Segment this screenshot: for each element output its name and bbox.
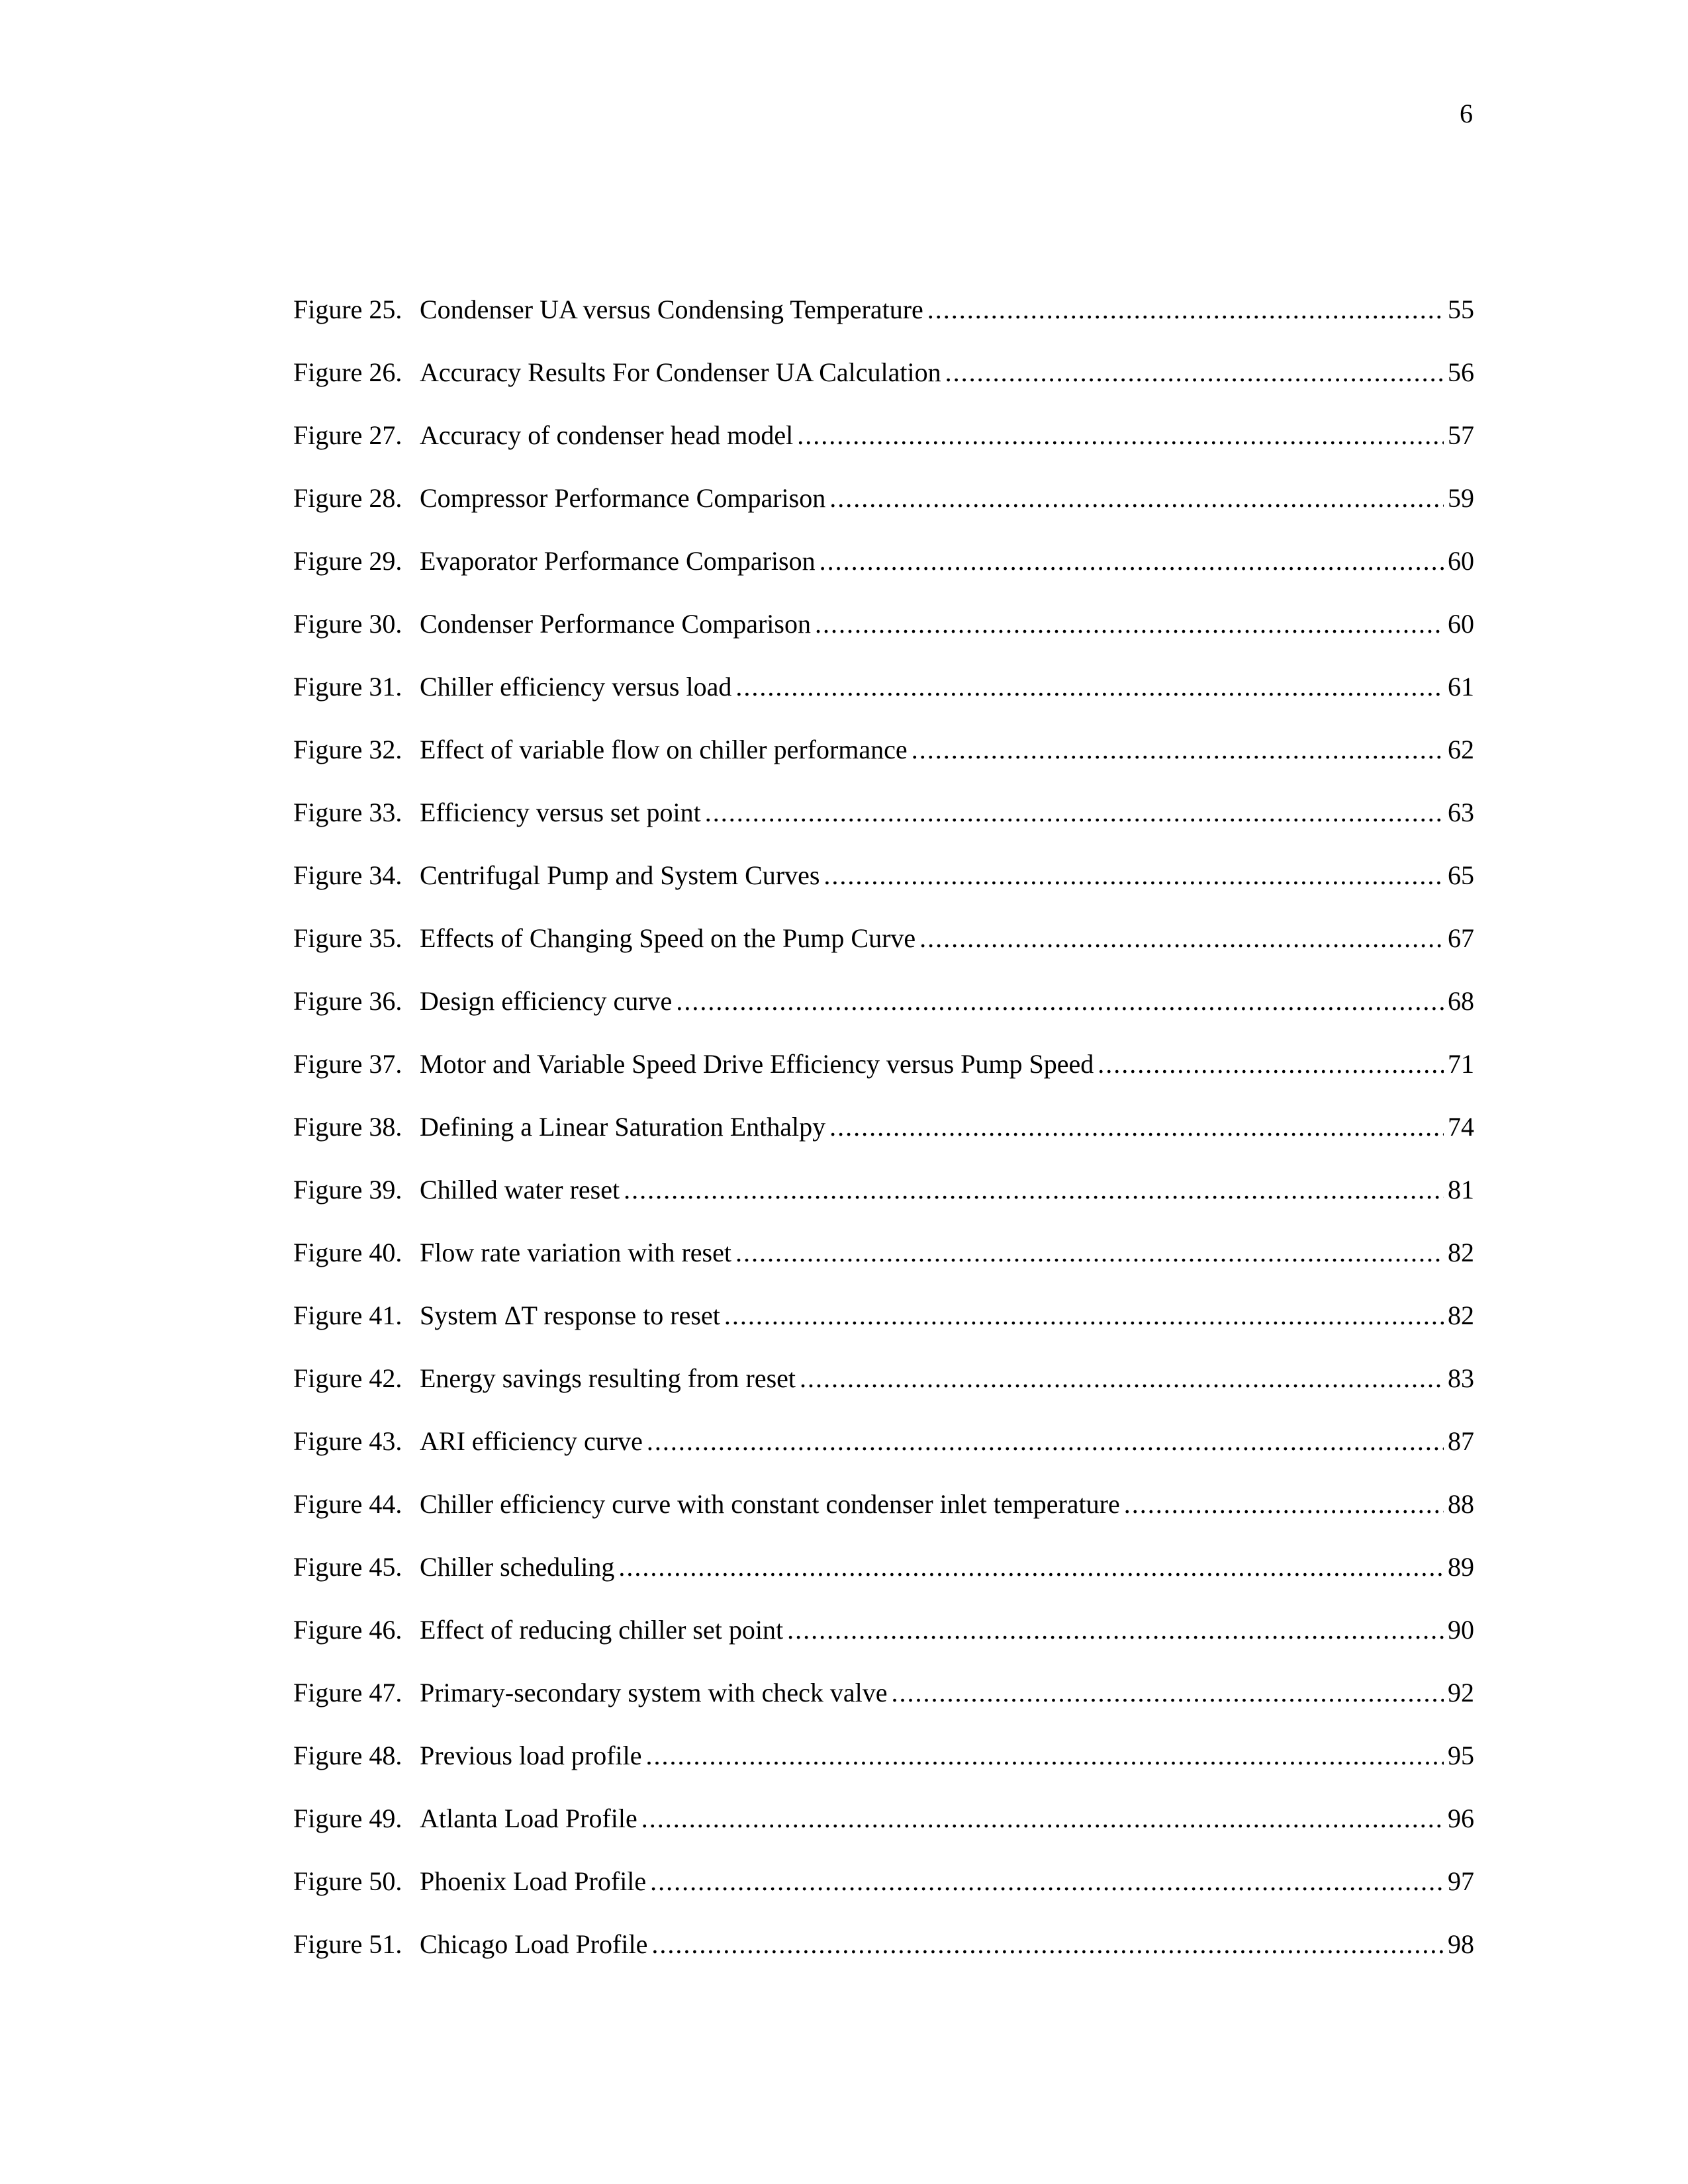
dot-leader	[919, 923, 1444, 954]
list-item[interactable]	[293, 797, 1474, 860]
list-item[interactable]	[293, 1300, 1474, 1363]
figure-label: Figure 30.	[293, 609, 402, 639]
figure-page: 83	[1448, 1363, 1474, 1393]
figure-label: Figure 32.	[293, 735, 402, 764]
figure-label: Figure 33.	[293, 797, 402, 827]
figure-title: Design efficiency curve	[420, 986, 673, 1016]
dot-leader	[912, 734, 1444, 766]
dot-leader	[1124, 1488, 1444, 1520]
figure-page: 68	[1448, 986, 1474, 1016]
list-item[interactable]	[293, 923, 1474, 985]
dot-leader	[829, 1111, 1444, 1143]
dot-leader	[823, 860, 1444, 891]
figure-title: Chilled water reset	[420, 1175, 620, 1205]
figure-label: Figure 50.	[293, 1866, 402, 1896]
dot-leader	[820, 545, 1444, 577]
figure-page: 71	[1448, 1049, 1474, 1079]
figure-title: Effect of variable flow on chiller performance	[420, 735, 908, 764]
figure-label: Figure 39.	[293, 1175, 402, 1205]
figure-title: Primary-secondary system with check valve	[420, 1678, 888, 1707]
figure-label: Figure 36.	[293, 986, 402, 1016]
figure-title: Flow rate variation with reset	[420, 1238, 731, 1267]
figure-label: Figure 40.	[293, 1238, 402, 1267]
page-number: 6	[1460, 99, 1473, 128]
dot-leader	[676, 985, 1444, 1017]
dot-leader	[735, 671, 1444, 703]
figure-title: Atlanta Load Profile	[420, 1803, 637, 1833]
list-item[interactable]	[293, 482, 1474, 545]
list-item[interactable]	[293, 1488, 1474, 1551]
figure-label: Figure 26.	[293, 357, 402, 387]
dot-leader	[815, 608, 1444, 640]
list-item[interactable]	[293, 1803, 1474, 1866]
figure-page: 90	[1448, 1615, 1474, 1645]
list-item[interactable]	[293, 1111, 1474, 1174]
figure-label: Figure 28.	[293, 483, 402, 513]
figure-page: 92	[1448, 1678, 1474, 1707]
figure-page: 65	[1448, 860, 1474, 890]
list-item[interactable]	[293, 294, 1474, 357]
figure-title: System ΔT response to reset	[420, 1300, 720, 1330]
list-item[interactable]	[293, 1551, 1474, 1614]
list-item[interactable]	[293, 1237, 1474, 1300]
list-item[interactable]	[293, 1929, 1474, 1991]
figure-label: Figure 25.	[293, 295, 402, 324]
figure-page: 88	[1448, 1489, 1474, 1519]
list-item[interactable]	[293, 985, 1474, 1048]
figure-title: Compressor Performance Comparison	[420, 483, 826, 513]
figure-label: Figure 29.	[293, 546, 402, 576]
list-item[interactable]	[293, 1363, 1474, 1426]
dot-leader	[735, 1237, 1444, 1269]
figure-label: Figure 31.	[293, 672, 402, 702]
figure-label: Figure 37.	[293, 1049, 402, 1079]
figure-label: Figure 43.	[293, 1426, 402, 1456]
list-item[interactable]	[293, 1740, 1474, 1803]
figure-page: 61	[1448, 672, 1474, 702]
dot-leader	[618, 1551, 1444, 1583]
figure-page: 60	[1448, 546, 1474, 576]
figure-page: 89	[1448, 1552, 1474, 1582]
list-of-figures	[293, 294, 1474, 1991]
figure-page: 98	[1448, 1929, 1474, 1959]
figure-title: Chiller efficiency versus load	[420, 672, 732, 702]
list-item[interactable]	[293, 1866, 1474, 1929]
figure-label: Figure 46.	[293, 1615, 402, 1645]
dot-leader	[646, 1740, 1444, 1772]
figure-label: Figure 45.	[293, 1552, 402, 1582]
figure-page: 59	[1448, 483, 1474, 513]
figure-title: Evaporator Performance Comparison	[420, 546, 816, 576]
list-item[interactable]	[293, 1426, 1474, 1488]
dot-leader	[891, 1677, 1444, 1709]
dot-leader	[797, 420, 1444, 451]
figure-label: Figure 51.	[293, 1929, 402, 1959]
figure-page: 57	[1448, 420, 1474, 450]
figure-title: Previous load profile	[420, 1741, 642, 1770]
figure-label: Figure 44.	[293, 1489, 402, 1519]
figure-title: Centrifugal Pump and System Curves	[420, 860, 820, 890]
dot-leader	[641, 1803, 1444, 1835]
list-item[interactable]	[293, 545, 1474, 608]
figure-label: Figure 27.	[293, 420, 402, 450]
list-item[interactable]	[293, 357, 1474, 420]
figure-title: ARI efficiency curve	[420, 1426, 643, 1456]
figure-title: Motor and Variable Speed Drive Efficiency versus Pump Speed	[420, 1049, 1094, 1079]
figure-label: Figure 38.	[293, 1112, 402, 1142]
figure-title: Chiller scheduling	[420, 1552, 615, 1582]
figure-page: 96	[1448, 1803, 1474, 1833]
figure-page: 55	[1448, 295, 1474, 324]
figure-title: Effect of reducing chiller set point	[420, 1615, 784, 1645]
dot-leader	[724, 1300, 1444, 1332]
dot-leader	[650, 1866, 1444, 1897]
dot-leader	[705, 797, 1444, 829]
figure-title: Effects of Changing Speed on the Pump Curve	[420, 923, 916, 953]
figure-page: 95	[1448, 1741, 1474, 1770]
figure-title: Efficiency versus set point	[420, 797, 701, 827]
figure-label: Figure 34.	[293, 860, 402, 890]
figure-label: Figure 42.	[293, 1363, 402, 1393]
list-item[interactable]	[293, 671, 1474, 734]
figure-page: 81	[1448, 1175, 1474, 1205]
list-item[interactable]	[293, 608, 1474, 671]
list-item[interactable]	[293, 1677, 1474, 1740]
figure-page: 67	[1448, 923, 1474, 953]
figure-page: 56	[1448, 357, 1474, 387]
figure-title: Energy savings resulting from reset	[420, 1363, 796, 1393]
figure-title: Condenser Performance Comparison	[420, 609, 811, 639]
figure-page: 82	[1448, 1238, 1474, 1267]
figure-label: Figure 41.	[293, 1300, 402, 1330]
dot-leader	[647, 1426, 1444, 1457]
figure-page: 82	[1448, 1300, 1474, 1330]
figure-label: Figure 35.	[293, 923, 402, 953]
figure-page: 63	[1448, 797, 1474, 827]
figure-page: 60	[1448, 609, 1474, 639]
figure-title: Accuracy of condenser head model	[420, 420, 794, 450]
figure-title: Accuracy Results For Condenser UA Calculation	[420, 357, 941, 387]
list-item[interactable]	[293, 1174, 1474, 1237]
figure-label: Figure 48.	[293, 1741, 402, 1770]
dot-leader	[787, 1614, 1444, 1646]
dot-leader	[829, 482, 1444, 514]
figure-page: 87	[1448, 1426, 1474, 1456]
figure-title: Phoenix Load Profile	[420, 1866, 647, 1896]
dot-leader	[651, 1929, 1444, 1960]
list-item[interactable]	[293, 420, 1474, 482]
figure-label: Figure 47.	[293, 1678, 402, 1707]
dot-leader	[800, 1363, 1444, 1394]
figure-label: Figure 49.	[293, 1803, 402, 1833]
dot-leader	[1098, 1048, 1444, 1080]
figure-page: 74	[1448, 1112, 1474, 1142]
dot-leader	[927, 294, 1444, 326]
list-item[interactable]	[293, 1048, 1474, 1111]
list-item[interactable]	[293, 860, 1474, 923]
list-item[interactable]	[293, 734, 1474, 797]
dot-leader	[624, 1174, 1444, 1206]
dot-leader	[945, 357, 1444, 388]
list-item[interactable]	[293, 1614, 1474, 1677]
figure-title: Chiller efficiency curve with constant condenser inlet temperature	[420, 1489, 1120, 1519]
figure-page: 97	[1448, 1866, 1474, 1896]
figure-page: 62	[1448, 735, 1474, 764]
figure-title: Condenser UA versus Condensing Temperature	[420, 295, 923, 324]
figure-title: Chicago Load Profile	[420, 1929, 648, 1959]
figure-title: Defining a Linear Saturation Enthalpy	[420, 1112, 826, 1142]
